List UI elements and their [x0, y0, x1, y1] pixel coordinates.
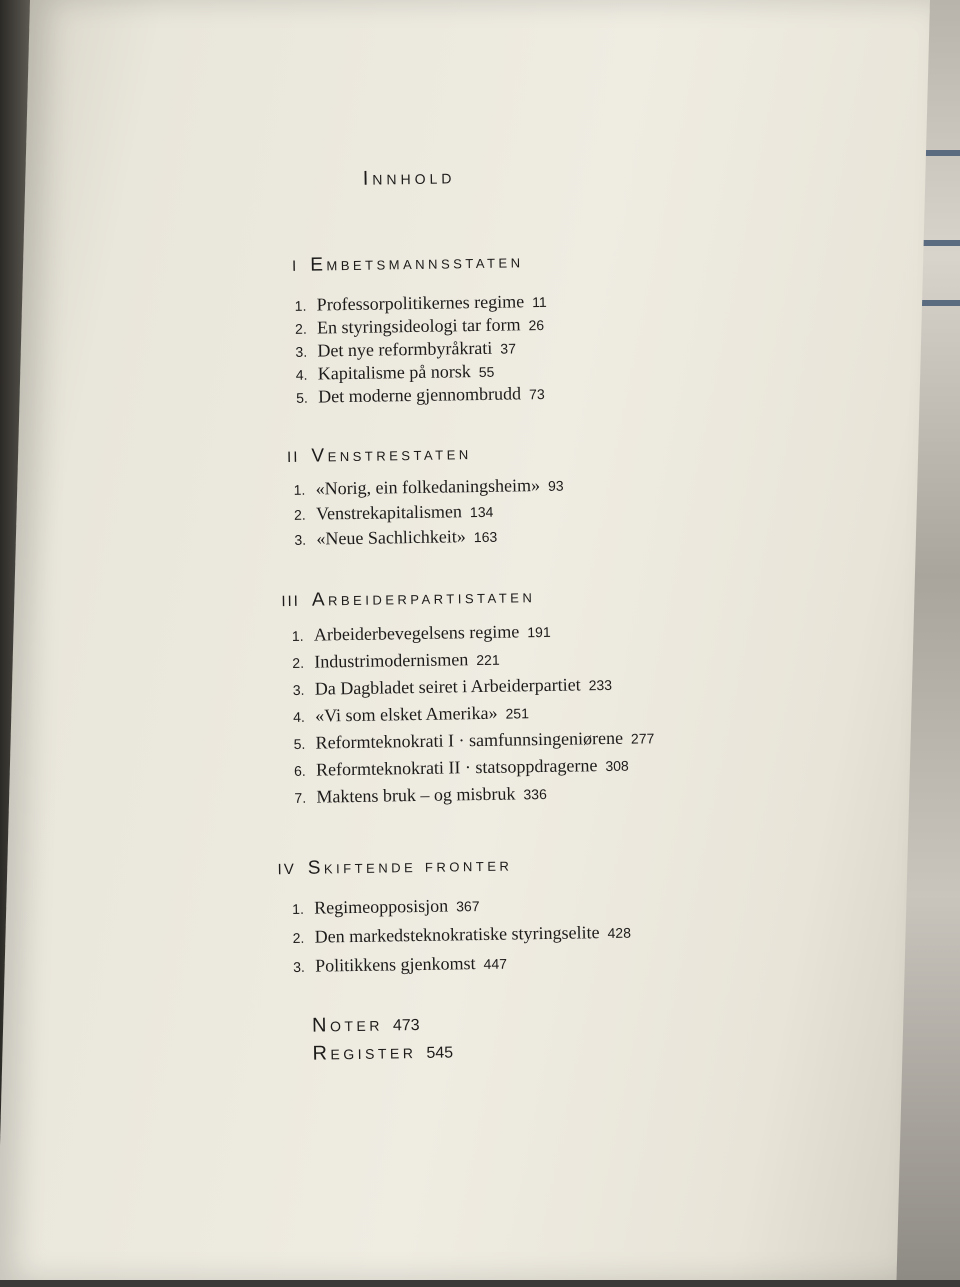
chapter-number: 2.	[292, 654, 305, 671]
toc-entry	[293, 475, 563, 500]
chapter-number: 2.	[292, 929, 305, 946]
toc-entry	[293, 702, 529, 727]
chapter-title: Da Dagbladet seiret i Arbeiderpartiet	[314, 674, 581, 699]
part-name: Embetsmannsstaten	[310, 251, 524, 276]
page-number: 55	[478, 363, 495, 380]
chapter-number: 5.	[296, 389, 308, 406]
toc-entry	[296, 361, 495, 385]
page-number: 134	[469, 503, 494, 521]
toc-entry	[294, 526, 497, 550]
chapter-number: 1.	[294, 297, 307, 314]
chapter-number: 3.	[292, 681, 305, 698]
part-heading-1	[292, 251, 524, 277]
toc-entry	[295, 314, 544, 339]
back-matter-name: Noter	[311, 1013, 384, 1037]
toc-entry	[292, 895, 480, 919]
chapter-title: Det nye reformbyråkrati	[317, 337, 493, 361]
page-number: 473	[392, 1016, 420, 1035]
toc-entry	[294, 783, 547, 808]
part-heading-4	[277, 855, 512, 881]
chapter-number: 2.	[294, 320, 307, 337]
page-number: 428	[607, 924, 632, 942]
toc-entry	[295, 337, 516, 361]
chapter-number: 1.	[292, 900, 305, 917]
page-number: 93	[547, 477, 564, 494]
toc-entry	[292, 649, 500, 673]
chapter-title: Reformteknokrati II · statsoppdragerne	[315, 755, 598, 780]
page-number: 545	[426, 1044, 454, 1062]
part-heading-3	[281, 586, 535, 612]
chapter-title: Den markedsteknokratiske styringselite	[314, 922, 600, 947]
toc-entry	[294, 501, 494, 525]
page-number: 308	[605, 757, 629, 775]
chapter-title: En styringsideologi tar form	[316, 314, 521, 338]
back-matter-register	[312, 1040, 453, 1065]
chapter-number: 7.	[294, 789, 307, 806]
page-title: Innhold	[362, 166, 456, 190]
chapter-title: «Norig, ein folkedaningsheim»	[315, 475, 541, 499]
back-matter-notes	[312, 1013, 420, 1038]
page-number: 191	[527, 623, 551, 641]
part-numeral: II	[286, 448, 300, 467]
chapter-title: Det moderne gjennombrudd	[317, 383, 522, 407]
page-number: 37	[500, 340, 517, 357]
page-number: 233	[588, 676, 613, 694]
toc-entry	[295, 291, 547, 316]
toc-entry	[296, 383, 545, 408]
chapter-title: «Vi som elsket Amerika»	[315, 702, 498, 726]
chapter-number: 5.	[293, 735, 306, 752]
chapter-title: Arbeiderbevegelsens regime	[313, 621, 520, 645]
page-number: 251	[505, 705, 530, 722]
chapter-title: Reformteknokrati I · samfunnsingeniørene	[315, 727, 624, 753]
chapter-number: 6.	[293, 762, 306, 779]
chapter-title: Industrimodernismen	[314, 649, 469, 672]
page-number: 277	[630, 730, 655, 747]
toc-entry	[294, 755, 629, 781]
chapter-title: Maktens bruk – og misbruk	[316, 783, 516, 807]
chapter-number: 3.	[292, 958, 305, 975]
chapter-title: Kapitalisme på norsk	[317, 361, 471, 384]
page-number: 336	[523, 785, 547, 803]
toc-entry	[293, 674, 613, 700]
page-number: 11	[532, 293, 547, 311]
toc-entry	[293, 727, 654, 754]
part-name: Arbeiderpartistaten	[311, 586, 536, 611]
chapter-number: 3.	[294, 531, 307, 548]
page-number: 367	[456, 898, 480, 915]
chapter-number: 1.	[293, 481, 306, 498]
part-numeral: III	[281, 592, 301, 611]
chapter-number: 2.	[293, 506, 306, 523]
chapter-title: Politikkens gjenkomst	[314, 953, 476, 976]
page-number: 447	[483, 955, 508, 972]
back-matter-name: Register	[312, 1041, 417, 1065]
chapter-title: «Neue Sachlichkeit»	[316, 526, 466, 549]
chapter-number: 1.	[291, 627, 304, 644]
chapter-title: Professorpolitikernes regime	[316, 291, 525, 315]
part-name: Skiftende fronter	[307, 854, 513, 879]
page-number: 163	[473, 528, 498, 546]
toc-entry	[292, 922, 631, 948]
chapter-title: Venstrekapitalismen	[315, 501, 463, 524]
chapter-number: 3.	[295, 343, 308, 360]
page-number: 221	[476, 651, 500, 669]
part-name: Venstrestaten	[311, 443, 472, 467]
toc-entry	[292, 621, 551, 646]
page-number: 73	[528, 385, 545, 403]
chapter-number: 4.	[293, 708, 305, 725]
part-numeral: I	[291, 257, 299, 275]
chapter-title: Regimeopposisjon	[314, 895, 449, 918]
part-heading-2	[287, 443, 472, 468]
part-numeral: IV	[277, 860, 296, 879]
page-number: 26	[528, 316, 545, 334]
chapter-number: 4.	[295, 366, 308, 383]
toc-entry	[293, 953, 507, 977]
